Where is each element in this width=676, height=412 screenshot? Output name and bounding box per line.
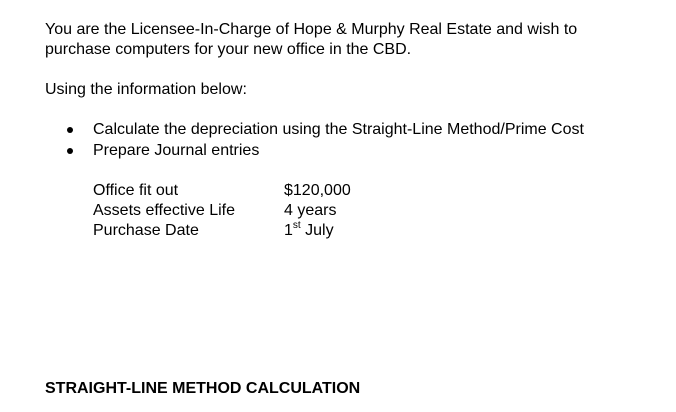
info-row (93, 181, 351, 201)
info-value: $120,000 (284, 182, 351, 199)
task-list (45, 120, 584, 162)
intro-line: purchase computers for your new office in the CBD. (45, 41, 412, 58)
date-day: 1 (284, 222, 293, 239)
instructions-label: Using the information below: (45, 81, 247, 98)
task-text: Prepare Journal entries (93, 142, 260, 159)
info-value: 4 years (284, 202, 337, 219)
list-item (45, 141, 584, 162)
info-row (93, 221, 351, 241)
date-ordinal: st (292, 219, 301, 231)
info-row (93, 201, 351, 221)
date-month: July (300, 222, 334, 239)
bullet-icon (67, 127, 73, 133)
intro-paragraph (45, 20, 655, 60)
info-label: Assets effective Life (93, 202, 235, 219)
task-text: Calculate the depreciation using the Straight-Line Method/Prime Cost (93, 121, 584, 138)
info-label: Office fit out (93, 182, 179, 199)
bullet-icon (67, 148, 73, 154)
asset-info-table (93, 181, 351, 241)
section-heading: STRAIGHT-LINE METHOD CALCULATION (45, 380, 361, 397)
intro-line: You are the Licensee-In-Charge of Hope & Murphy Real Estate and wish to (45, 21, 578, 38)
info-value (284, 221, 334, 241)
list-item (45, 120, 584, 141)
info-label: Purchase Date (93, 222, 199, 239)
